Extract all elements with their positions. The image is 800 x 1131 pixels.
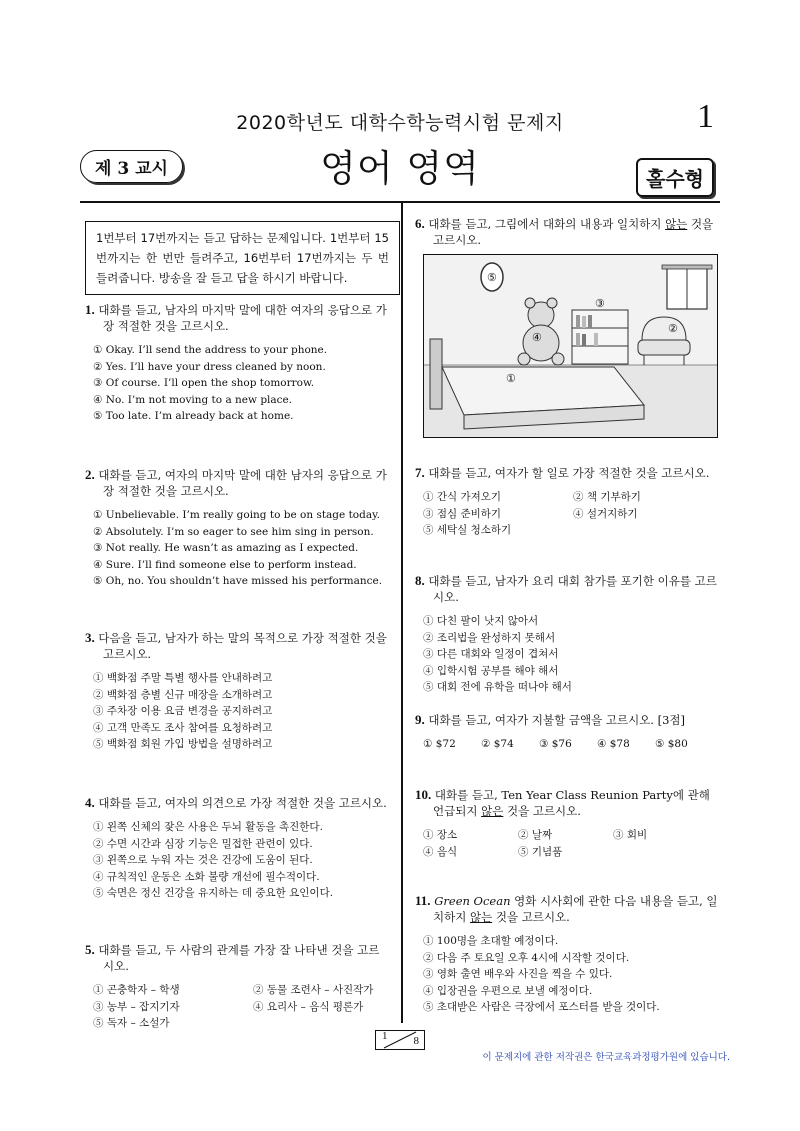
question-number: 4. [85,795,95,810]
question-stem-end: 것을 고르시오. [433,217,714,247]
option-1[interactable]: ① 다친 팔이 낫지 않아서 [423,615,539,627]
question-number: 1. [85,302,95,317]
option-5[interactable]: ⑤ Oh, no. You shouldn’t have missed his performance. [93,575,383,587]
option-5[interactable]: ⑤ 세탁실 청소하기 [423,524,512,536]
option-5[interactable]: ⑤ 기념품 [518,845,563,858]
option-3[interactable]: ③ Not really. He wasn’t as amazing as I expected. [93,542,359,554]
question-8 [415,573,720,696]
question-11 [415,893,720,1016]
question-number: 3. [85,630,95,645]
option-5[interactable]: ⑤ $80 [655,738,688,750]
question-2 [85,467,390,590]
page-total: 8 [413,1035,419,1047]
question-number: 5. [85,942,95,957]
question-9 [415,712,720,753]
question-number: 6. [415,216,425,231]
column-divider [401,203,403,1023]
option-1[interactable]: ① Okay. I’ll send the address to your phone. [93,344,328,356]
option-5[interactable]: ⑤ 백화점 회원 가입 방법을 설명하려고 [93,738,273,750]
label-2: ② [668,322,678,335]
option-4[interactable]: ④ 규칙적인 운동은 소화 불량 개선에 필수적이다. [93,870,320,883]
option-5[interactable]: ⑤ Too late. I’m already back at home. [93,410,294,422]
option-1[interactable]: ① 왼쪽 신체의 잦은 사용은 두뇌 활동을 촉진한다. [93,821,323,833]
question-1 [85,302,390,425]
question-stem-end: 것을 고르시오. [503,804,581,818]
option-1[interactable]: ① 백화점 주말 특별 행사를 안내하려고 [93,672,273,684]
page-number: 1 [697,98,714,135]
question-stem: 대화를 듣고, 남자의 마지막 말에 대한 여자의 응답으로 가장 적절한 것을 고르시오. [98,303,387,333]
option-2[interactable]: ② Absolutely. I’m so eager to see him sing in person. [93,525,374,538]
form-type-badge: 홀수형 [636,158,714,197]
option-5[interactable]: ⑤ 초대받은 사람은 극장에서 포스터를 받을 것이다. [423,1001,660,1013]
question-stem: 대화를 듣고, 두 사람의 관계를 가장 잘 나타낸 것을 고르시오. [98,943,380,973]
option-1[interactable]: ① 100명을 초대할 예정이다. [423,935,559,947]
question-stem: 영화 시사회에 관한 다음 내용을 듣고, 일치하지 [433,894,718,924]
question-stem: 대화를 듣고, 여자의 의견으로 가장 적절한 것을 고르시오. [98,796,387,810]
question-stem-underlined: 않는 [665,217,688,231]
question-stem: 대화를 듣고, 여자의 마지막 말에 대한 남자의 응답으로 가장 적절한 것을 고르시오. [98,468,387,498]
option-5[interactable]: ⑤ 독자 – 소설가 [93,1017,170,1029]
option-2[interactable]: ② 날짜 [518,829,553,841]
question-number: 2. [85,467,95,482]
option-2[interactable]: ② 백화점 층별 신규 매장을 소개하려고 [93,688,273,701]
option-3[interactable]: ③ 다른 대회와 일정이 겹쳐서 [423,648,559,660]
question-6 [415,216,720,248]
question-number: 10. [415,787,432,802]
option-3[interactable]: ③ 왼쪽으로 누워 자는 것은 건강에 도움이 된다. [93,854,313,866]
option-1[interactable]: ① 간식 가져오기 [423,491,502,503]
option-4[interactable]: ④ 요리사 – 음식 평론가 [253,1000,364,1013]
question-stem: 다음을 듣고, 남자가 하는 말의 목적으로 가장 적절한 것을 고르시오. [98,631,387,661]
option-4[interactable]: ④ 설거지하기 [573,507,638,520]
page-indicator [375,1030,425,1050]
option-2[interactable]: ② Yes. I’ll have your dress cleaned by noon. [93,360,326,373]
question-3 [85,630,390,753]
option-2[interactable]: ② $74 [481,738,514,750]
question-number: 9. [415,712,425,727]
question-stem: 대화를 듣고, 그림에서 대화의 내용과 일치하지 [428,217,666,231]
bedroom-scene [424,255,717,437]
option-3[interactable]: ③ $76 [539,738,572,750]
question-7 [415,465,720,539]
label-3: ③ [595,297,605,310]
bookshelf [572,310,628,364]
option-3[interactable]: ③ 농부 – 잡지기자 [93,1000,180,1013]
option-4[interactable]: ④ $78 [597,738,630,750]
question-number: 8. [415,573,425,588]
copyright-notice: 이 문제지에 관한 저작권은 한국교육과정평가원에 있습니다. [482,1052,730,1063]
option-3[interactable]: ③ 회비 [613,829,648,841]
exam-title: 2020학년도 대학수학능력시험 문제지 [236,112,564,134]
question-number: 7. [415,465,425,480]
label-1: ① [506,372,516,385]
question-stem: 대화를 듣고, 여자가 지불할 금액을 고르시오. [3점] [428,713,686,727]
option-4[interactable]: ④ 입학시험 공부를 해야 해서 [423,664,559,677]
label-5: ⑤ [487,271,497,284]
label-4: ④ [532,331,542,344]
period-badge: 제 3 교시 [80,150,183,183]
option-3[interactable]: ③ 주차장 이용 요금 변경을 공지하려고 [93,705,273,717]
question-stem: 대화를 듣고, 남자가 요리 대회 참가를 포기한 이유를 고르시오. [428,574,717,604]
option-3[interactable]: ③ 점심 준비하기 [423,507,502,520]
option-4[interactable]: ④ Sure. I’ll find someone else to perform instead. [93,558,357,571]
question-stem-end: 것을 고르시오. [492,910,570,924]
option-1[interactable]: ① $72 [423,738,456,750]
question-stem: 대화를 듣고, 여자가 할 일로 가장 적절한 것을 고르시오. [428,466,710,480]
option-1[interactable]: ① 장소 [423,829,458,841]
page-current: 1 [382,1030,388,1042]
question-stem-underlined: 않는 [469,910,493,924]
question-5 [85,942,390,1032]
question-4 [85,795,390,902]
option-5[interactable]: ⑤ 숙면은 정신 건강을 유지하는 데 중요한 요인이다. [93,887,334,899]
bedroom-illustration [423,254,718,438]
option-5[interactable]: ⑤ 대회 전에 유학을 떠나야 해서 [423,681,572,693]
option-2[interactable]: ② 조리법을 완성하지 못해서 [423,631,556,644]
header-rule [80,201,720,203]
option-4[interactable]: ④ No. I’m not moving to a new place. [93,393,293,406]
listening-notice: 1번부터 17번까지는 듣고 답하는 문제입니다. 1번부터 15번까지는 한 번만 들려주고, 16번부터 17번까지는 두 번 들려줍니다. 방송을 잘 듣고 답을 하시기 바랍니다. [85,221,400,295]
option-1[interactable]: ① Unbelievable. I’m really going to be on stage today. [93,509,380,521]
option-2[interactable]: ② 책 기부하기 [573,491,641,503]
option-3[interactable]: ③ Of course. I’ll open the shop tomorrow. [93,377,315,389]
option-2[interactable]: ② 다음 주 토요일 오후 4시에 시작할 것이다. [423,951,630,964]
question-number: 11. [415,893,431,908]
movie-title: Green Ocean [434,894,511,908]
option-1[interactable]: ① 곤충학자 – 학생 [93,984,180,996]
option-3[interactable]: ③ 영화 출연 배우와 사진을 찍을 수 있다. [423,968,613,980]
option-4[interactable]: ④ 입장권을 우편으로 보낼 예정이다. [423,984,593,997]
option-2[interactable]: ② 동물 조련사 – 사진작가 [253,984,374,996]
question-stem: 대화를 듣고, Ten Year Class Reunion Party에 관해 언급되지 [433,788,710,818]
question-10 [415,787,720,860]
question-stem-underlined: 않은 [481,804,504,818]
option-4[interactable]: ④ 고객 만족도 조사 참여를 요청하려고 [93,721,273,734]
option-2[interactable]: ② 수면 시간과 심장 기능은 밀접한 관련이 있다. [93,837,313,850]
option-4[interactable]: ④ 음식 [423,845,458,858]
subject-title: 영어 영역 [320,147,480,190]
